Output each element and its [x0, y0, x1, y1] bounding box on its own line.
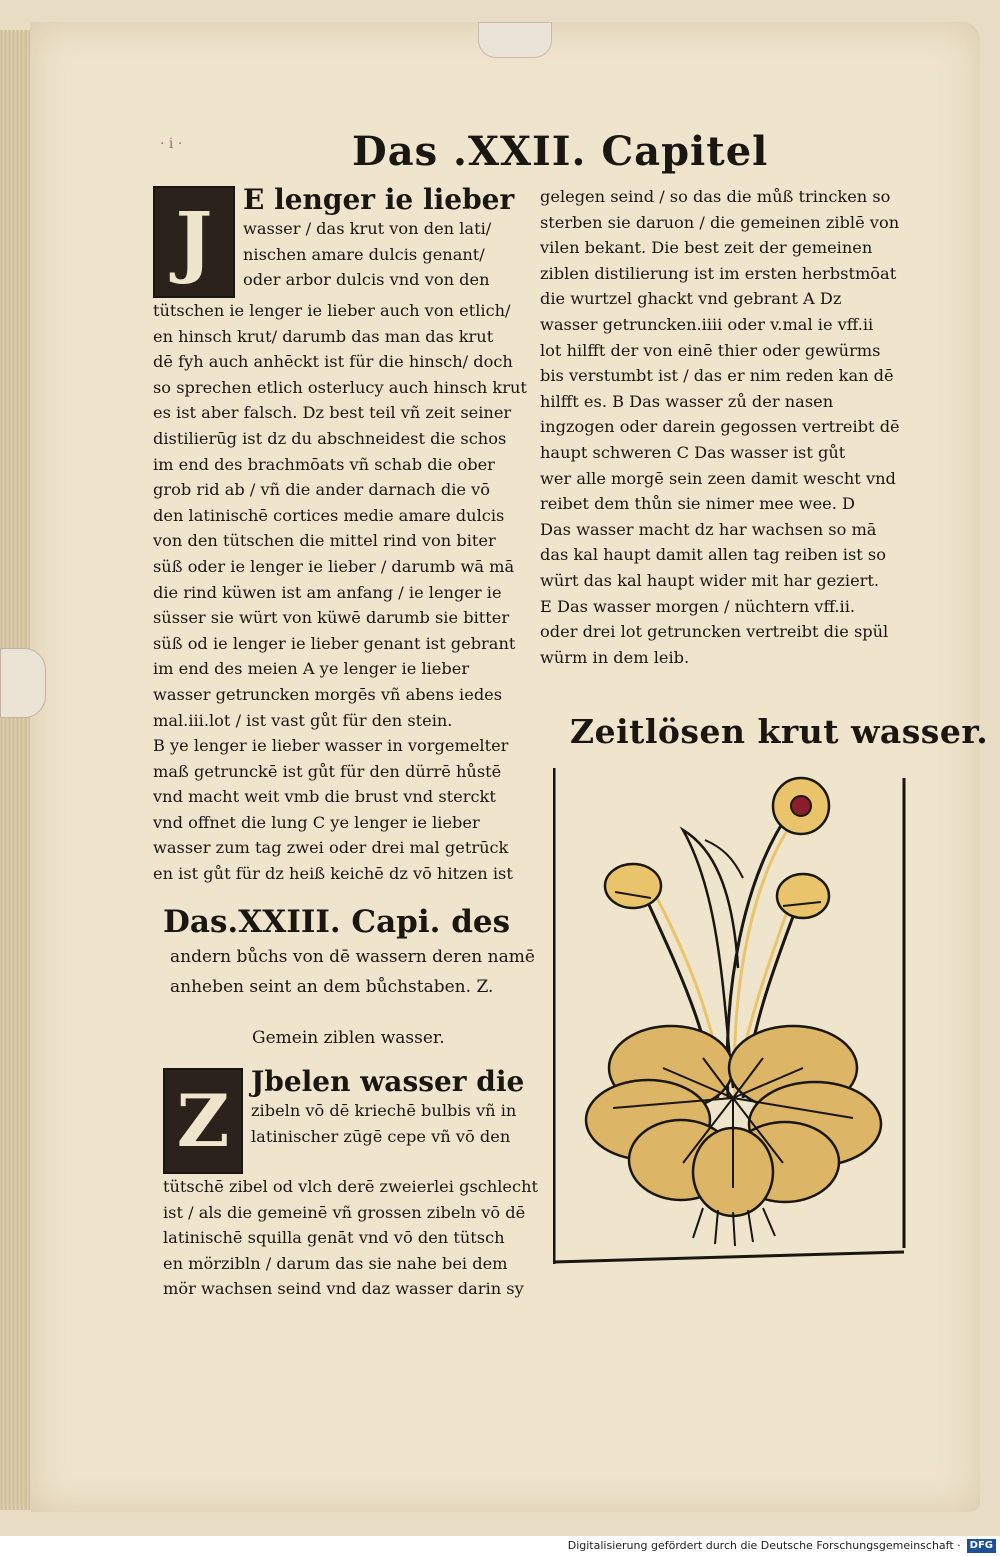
leaf-rosette — [586, 1026, 881, 1216]
text-line: latinischē squilla genāt vnd vō den tütsch — [163, 1228, 505, 1248]
footer-text: Digitalisierung gefördert durch die Deutsche Forschungsgemeinschaft · — [567, 1539, 961, 1552]
text-line: würm in dem leib. — [540, 647, 690, 667]
pencil-mark: · i · — [160, 136, 183, 152]
digitization-footer — [0, 1536, 1000, 1556]
text-line: oder arbor dulcis vnd von den — [243, 270, 490, 290]
text-line: tütschē zibel od vlch derē zweierlei gschlecht — [163, 1177, 538, 1196]
text-line: ist / als die gemeinē vñ grossen zibeln vō dē — [163, 1202, 526, 1222]
roots — [693, 1208, 775, 1246]
text-line: lot hilfft der von einē thier oder gewürms — [540, 340, 881, 360]
text-line: sterben sie daruon / die gemeinen ziblē von — [540, 212, 900, 232]
lead-line: Jbelen wasser die — [251, 1065, 525, 1098]
flower-bud-left — [605, 864, 661, 908]
flower-bud-right — [777, 874, 829, 918]
text-line: en ist gůt für dz heiß keichē dz vō hitzen ist — [153, 864, 513, 884]
lead-line: E lenger ie lieber — [243, 183, 515, 216]
text-line: hilfft es. B Das wasser zů der nasen — [540, 391, 834, 411]
text-line: von den tütschen die mittel rind von biter — [153, 531, 496, 551]
section-title: Gemein ziblen wasser. — [252, 1028, 445, 1048]
text-line: würt das kal haupt wider mit har geziert. — [540, 570, 880, 590]
text-line: das kal haupt damit allen tag reiben ist so — [540, 545, 886, 565]
chapter-subheading-line: andern bůchs von dē wassern deren namē — [170, 947, 535, 967]
text-line: mör wachsen seind vnd daz wasser darin sy — [163, 1279, 524, 1299]
text-line: wer alle morgē sein zeen damit wescht vnd — [540, 468, 896, 488]
text-line: oder drei lot getruncken vertreibt die spül — [540, 622, 889, 642]
top-clip-tab — [478, 22, 552, 58]
text-line: dē fyh auch anhēckt ist für die hinsch/ doch — [153, 352, 513, 372]
text-line: den latinischē cortices medie amare dulcis — [153, 505, 505, 525]
running-head: Das .XXII. Capitel — [352, 128, 769, 175]
woodcut-flower-illustration — [553, 768, 909, 1264]
section-body — [163, 1066, 543, 1302]
text-line: die rind küwen ist am anfang / ie lenger ie — [153, 582, 502, 602]
right-column — [540, 184, 920, 670]
text-line: zibeln vō dē kriechē bulbis vñ in — [251, 1101, 517, 1120]
decorated-initial-z: Z — [163, 1068, 243, 1174]
text-line: maß getrunckē ist gůt für den dürrē hůstē — [153, 761, 502, 781]
text-line: im end des meien A ye lenger ie lieber — [153, 659, 470, 679]
text-line: bis verstumbt ist / das er nim reden kan dē — [540, 366, 894, 386]
text-line: im end des brachmōats vñ schab die ober — [153, 454, 495, 474]
text-line: E Das wasser morgen / nüchtern vff.ii. — [540, 596, 856, 616]
text-line: süß oder ie lenger ie lieber / darumb wā mā — [153, 556, 515, 576]
text-line: distilierūg ist dz du abschneidest die schos — [153, 428, 507, 448]
side-clip-tab — [0, 648, 46, 718]
text-line: ingzogen oder darein gegossen vertreibt dē — [540, 417, 900, 437]
text-line: latinischer zūgē cepe vñ vō den — [251, 1126, 511, 1146]
dfg-logo: DFG — [967, 1539, 996, 1553]
text-line: grob rid ab / vñ die ander darnach die vō — [153, 480, 491, 500]
text-line: haupt schweren C Das wasser ist gůt — [540, 442, 846, 462]
text-line: es ist aber falsch. Dz best teil vñ zeit seiner — [153, 403, 512, 423]
text-line: gelegen seind / so das die můß trincken so — [540, 187, 891, 206]
text-line: die wurtzel ghackt vnd gebrant A Dz — [540, 289, 842, 309]
illustration-title: Zeitlösen krut wasser. — [570, 712, 989, 751]
decorated-initial-j: J — [153, 186, 235, 298]
text-line: vnd macht weit vmb die brust vnd sterckt — [153, 787, 496, 807]
text-line: en hinsch krut/ darumb das man das krut — [153, 326, 494, 346]
chapter-subheading-line: anheben seint an dem bůchstaben. Z. — [170, 977, 494, 997]
text-line: B ye lenger ie lieber wasser in vorgemelter — [153, 736, 509, 756]
text-line: reibet dem thůn sie nimer mee wee. D — [540, 494, 856, 514]
daisy-flower-top — [773, 778, 829, 834]
text-line: wasser getruncken.iiii oder v.mal ie vff.ii — [540, 314, 874, 334]
text-line: nischen amare dulcis genant/ — [243, 244, 485, 264]
text-line: en mörzibln / darum das sie nahe bei dem — [163, 1253, 508, 1273]
text-line: tütschen ie lenger ie lieber auch von etlich/ — [153, 301, 511, 320]
left-column — [153, 184, 533, 887]
frame-bottom — [554, 1252, 904, 1262]
text-line: mal.iii.lot / ist vast gůt für den stein. — [153, 710, 453, 730]
text-line: so sprechen etlich osterlucy auch hinsch krut — [153, 377, 527, 397]
text-line: wasser zum tag zwei oder drei mal getrūck — [153, 838, 509, 858]
text-line: ziblen distilierung ist im ersten herbstmōat — [540, 263, 897, 283]
text-line: süsser sie würt von küwē darumb sie bitter — [153, 608, 510, 628]
text-line: wasser / das krut von den lati/ — [243, 219, 492, 238]
text-line: süß od ie lenger ie lieber genant ist gebrant — [153, 633, 516, 653]
text-line: vilen bekant. Die best zeit der gemeinen — [540, 238, 873, 258]
text-line: vnd offnet die lung C ye lenger ie lieber — [153, 812, 480, 832]
text-line: wasser getruncken morgēs vñ abens iedes — [153, 684, 503, 704]
text-line: Das wasser macht dz har wachsen so mā — [540, 519, 877, 539]
chapter-heading: Das.XXIII. Capi. des — [163, 904, 511, 940]
